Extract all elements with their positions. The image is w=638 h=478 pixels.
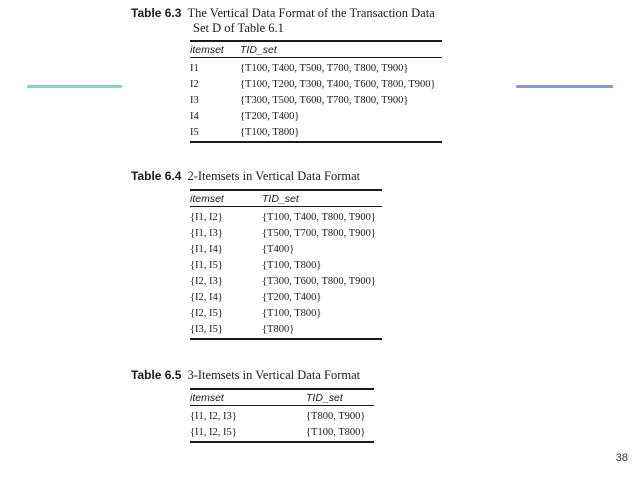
left-accent-line xyxy=(27,85,122,88)
table-6-5-number: Table 6.5 xyxy=(131,368,182,382)
table-6-3-title: The Vertical Data Format of the Transaction Data xyxy=(187,6,435,20)
table-row xyxy=(190,406,374,425)
right-accent-line xyxy=(516,85,613,88)
column-header-tid-set: TID_set xyxy=(240,42,442,58)
table-row xyxy=(190,424,374,441)
tid-set-cell: {T100, T800} xyxy=(240,126,300,138)
itemset-cell: I1 xyxy=(190,62,199,74)
column-header-tid-set: TID_set xyxy=(262,191,382,207)
table-6-4 xyxy=(190,189,382,340)
tid-set-cell: {T400} xyxy=(262,243,295,255)
tid-set-cell: {T300, T600, T800, T900} xyxy=(262,275,376,287)
itemset-cell: {I1, I3} xyxy=(190,227,223,239)
table-row xyxy=(190,273,382,289)
itemset-cell: {I3, I5} xyxy=(190,323,223,335)
table-row xyxy=(190,92,442,108)
table-row xyxy=(190,108,442,124)
page-number: 38 xyxy=(615,452,628,464)
table-row xyxy=(190,305,382,321)
column-header-itemset: itemset xyxy=(190,42,240,58)
itemset-cell: {I1, I5} xyxy=(190,259,223,271)
table-6-3 xyxy=(190,40,442,143)
table-6-5-caption xyxy=(131,368,360,383)
table-row xyxy=(190,321,382,338)
itemset-cell: {I2, I4} xyxy=(190,291,223,303)
tid-set-cell: {T800, T900} xyxy=(306,410,366,422)
itemset-cell: I2 xyxy=(190,78,199,90)
tid-set-cell: {T100, T800} xyxy=(262,259,322,271)
itemset-cell: {I2, I3} xyxy=(190,275,223,287)
table-6-4-body xyxy=(190,207,382,339)
itemset-cell: {I1, I2, I3} xyxy=(190,410,237,422)
table-row xyxy=(190,241,382,257)
tid-set-cell: {T100, T800} xyxy=(306,426,366,438)
itemset-cell: I5 xyxy=(190,126,199,138)
table-6-3-number: Table 6.3 xyxy=(131,6,182,20)
table-6-3-body xyxy=(190,58,442,142)
column-header-itemset: itemset xyxy=(190,390,306,406)
table-6-3-caption xyxy=(131,6,435,36)
tid-set-cell: {T800} xyxy=(262,323,295,335)
table-row xyxy=(190,225,382,241)
tid-set-cell: {T100, T800} xyxy=(262,307,322,319)
table-row xyxy=(190,207,382,226)
table-6-4-number: Table 6.4 xyxy=(131,169,182,183)
table-6-5 xyxy=(190,388,374,443)
table-row xyxy=(190,124,442,141)
itemset-cell: I4 xyxy=(190,110,199,122)
column-header-tid-set: TID_set xyxy=(306,390,374,406)
table-row xyxy=(190,76,442,92)
tid-set-cell: {T200, T400} xyxy=(262,291,322,303)
table-6-5-body xyxy=(190,406,374,442)
table-row xyxy=(190,58,442,77)
tid-set-cell: {T100, T200, T300, T400, T600, T800, T900} xyxy=(240,78,436,90)
itemset-cell: {I1, I2, I5} xyxy=(190,426,237,438)
tid-set-cell: {T100, T400, T800, T900} xyxy=(262,211,376,223)
table-6-3-title-line2: Set D of Table 6.1 xyxy=(193,21,284,35)
tid-set-cell: {T200, T400} xyxy=(240,110,300,122)
tid-set-cell: {T300, T500, T600, T700, T800, T900} xyxy=(240,94,409,106)
table-6-4-title: 2-Itemsets in Vertical Data Format xyxy=(187,169,361,183)
itemset-cell: I3 xyxy=(190,94,199,106)
table-row xyxy=(190,257,382,273)
table-6-4-caption xyxy=(131,169,360,184)
tid-set-cell: {T100, T400, T500, T700, T800, T900} xyxy=(240,62,409,74)
table-6-5-title: 3-Itemsets in Vertical Data Format xyxy=(187,368,361,382)
tid-set-cell: {T500, T700, T800, T900} xyxy=(262,227,376,239)
itemset-cell: {I1, I2} xyxy=(190,211,223,223)
table-row xyxy=(190,289,382,305)
column-header-itemset: itemset xyxy=(190,191,262,207)
itemset-cell: {I2, I5} xyxy=(190,307,223,319)
itemset-cell: {I1, I4} xyxy=(190,243,223,255)
